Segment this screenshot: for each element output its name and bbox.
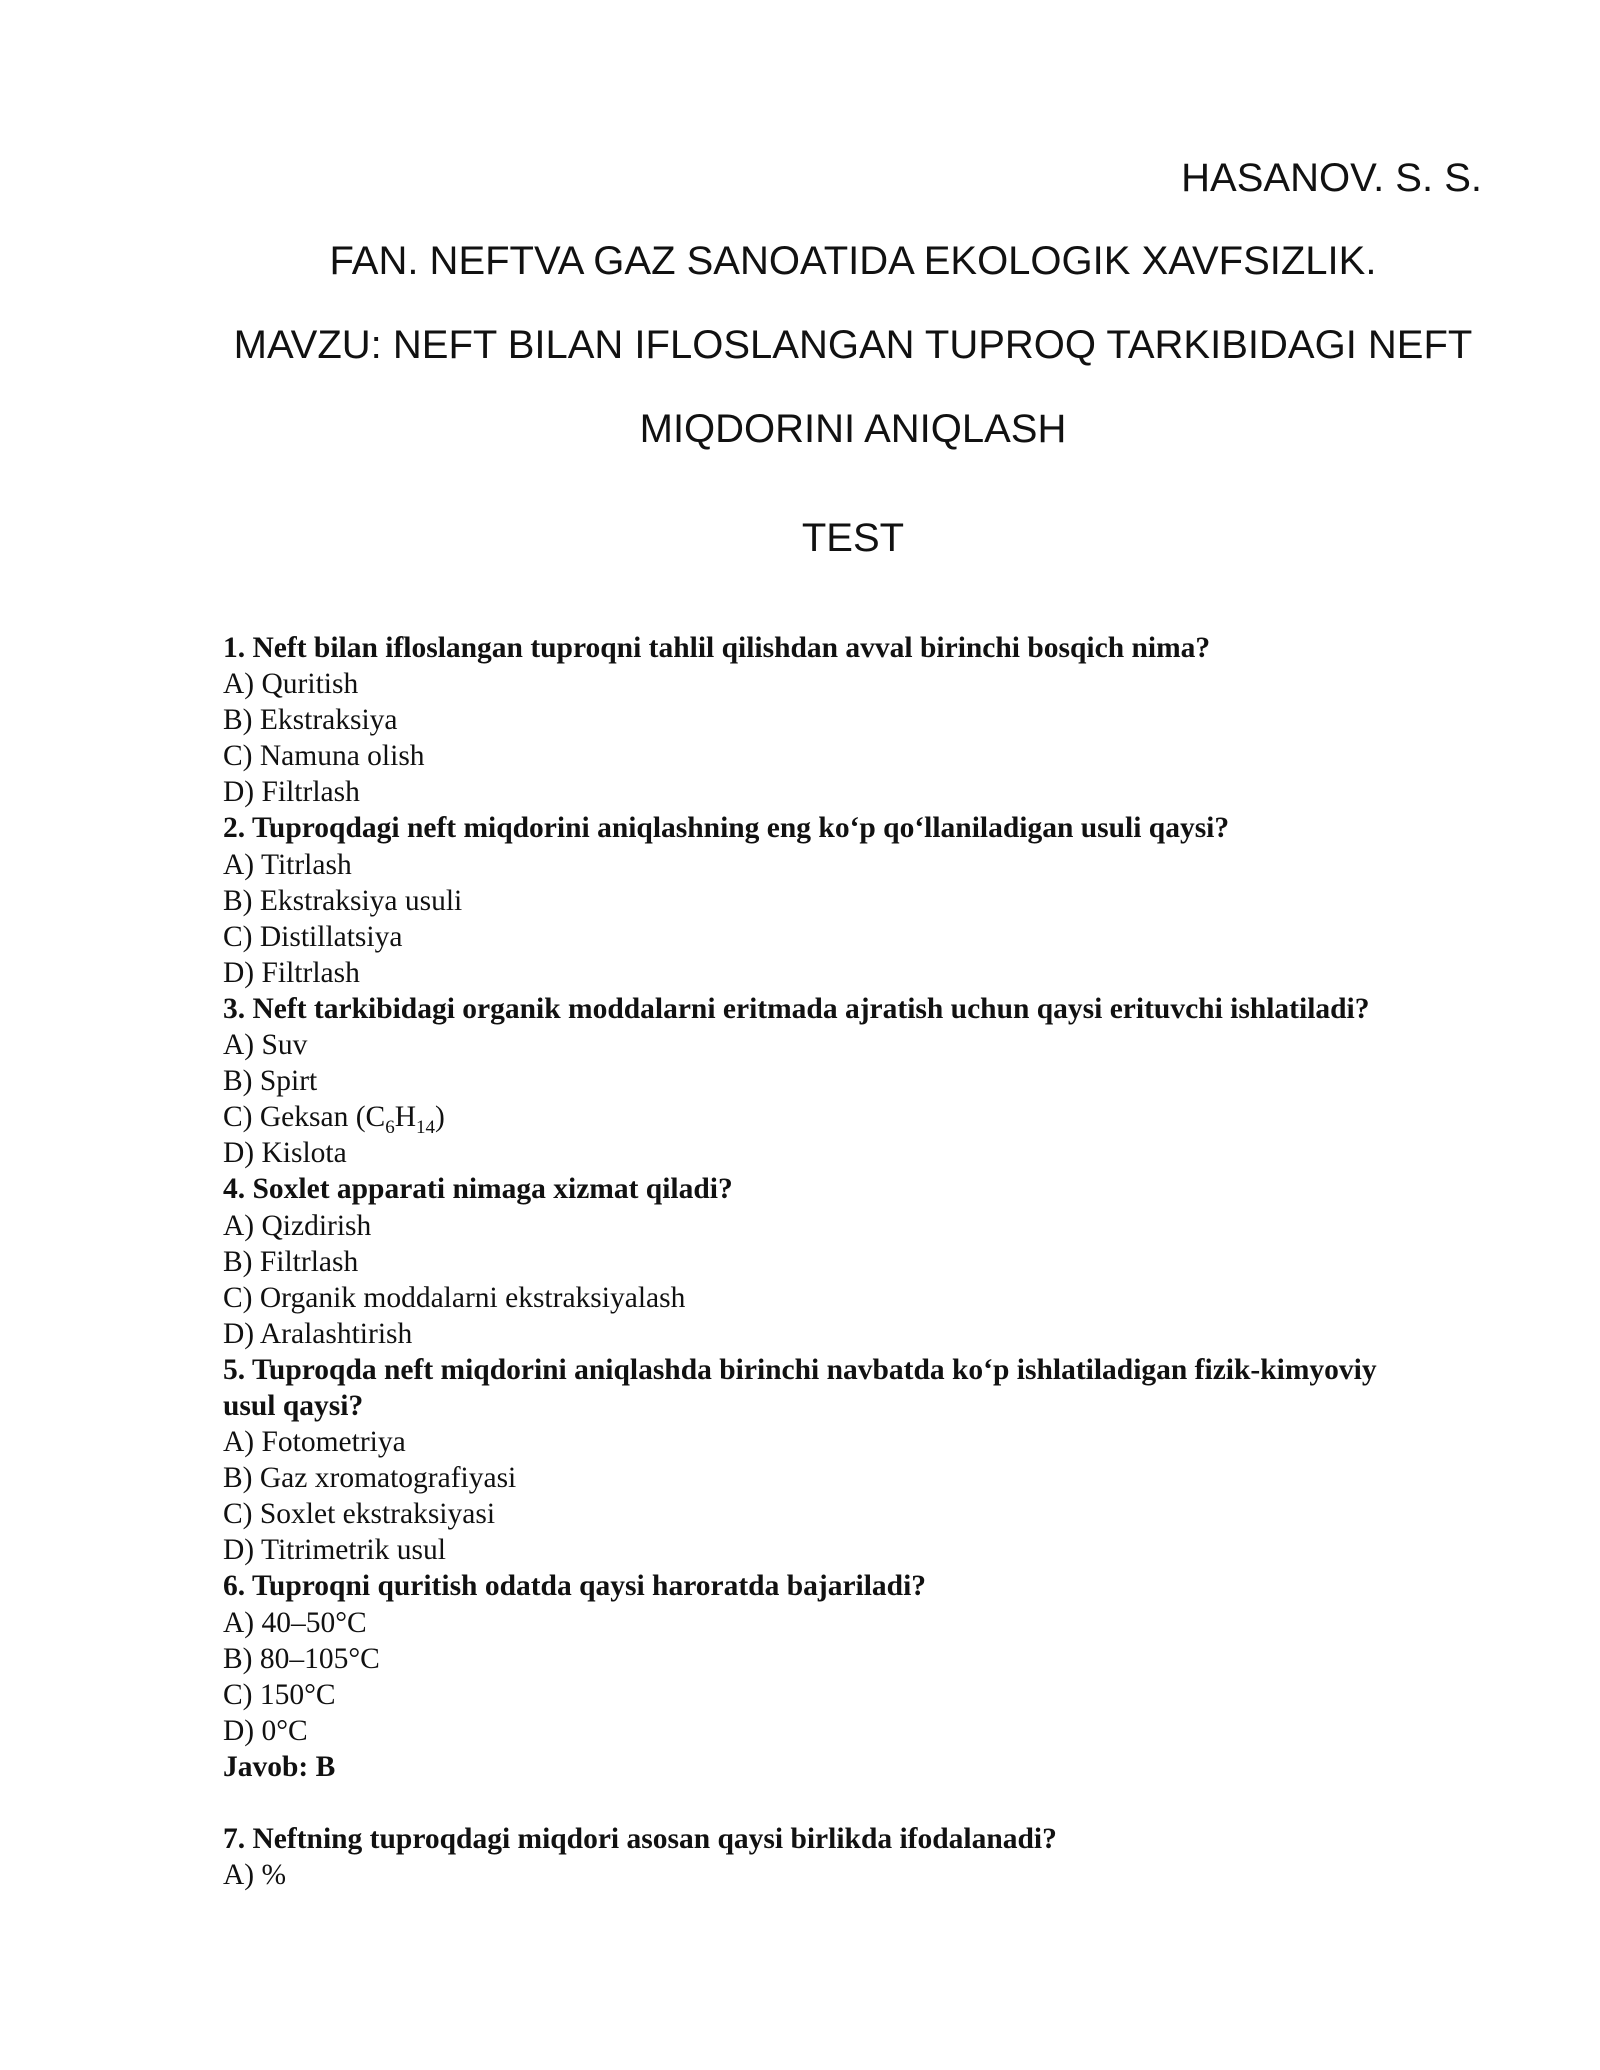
formula-close-paren: ) xyxy=(435,1101,445,1134)
question-3: 3. Neft tarkibidagi organik moddalarni eritmada ajratish uchun qaysi erituvchi ishlatiladi? xyxy=(223,992,1370,1025)
option-4a: A) Qizdirish xyxy=(223,1209,372,1242)
option-3c xyxy=(223,1099,1483,1139)
author-name: HASANOV. S. S. xyxy=(1181,156,1482,200)
topic-title-line-2: MIQDORINI ANIQLASH xyxy=(639,407,1067,451)
option-4c: C) Organik moddalarni ekstraksiyalash xyxy=(223,1281,686,1314)
option-6c: C) 150°C xyxy=(223,1678,336,1711)
formula-subscript-14: 14 xyxy=(416,1117,436,1139)
option-4d: D) Aralashtirish xyxy=(223,1317,413,1350)
test-heading: TEST xyxy=(801,516,905,560)
question-7: 7. Neftning tuproqdagi miqdori asosan qaysi birlikda ifodalanadi? xyxy=(223,1823,1057,1856)
option-6d: D) 0°C xyxy=(223,1714,308,1747)
option-2d: D) Filtrlash xyxy=(223,956,360,989)
option-1a: A) Quritish xyxy=(223,668,359,701)
topic-title-line-1: MAVZU: NEFT BILAN IFLOSLANGAN TUPROQ TARKIBIDAGI NEFT xyxy=(233,323,1473,367)
question-6: 6. Tuproqni quritish odatda qaysi haroratda bajariladi? xyxy=(223,1570,927,1603)
option-1c: C) Namuna olish xyxy=(223,740,425,773)
option-2c: C) Distillatsiya xyxy=(223,920,403,953)
option-1d: D) Filtrlash xyxy=(223,776,360,809)
option-5a: A) Fotometriya xyxy=(223,1426,406,1459)
option-3c-text: C) Geksan (C xyxy=(223,1101,386,1134)
option-3d: D) Kislota xyxy=(223,1137,347,1170)
option-3b: B) Spirt xyxy=(223,1065,318,1098)
option-5c: C) Soxlet ekstraksiyasi xyxy=(223,1498,496,1531)
option-7a: A) % xyxy=(223,1859,287,1892)
option-1b: B) Ekstraksiya xyxy=(223,704,398,737)
question-1: 1. Neft bilan ifloslangan tuproqni tahlil qilishdan avval birinchi bosqich nima? xyxy=(223,632,1211,664)
option-2b: B) Ekstraksiya usuli xyxy=(223,884,463,917)
option-2a: A) Titrlash xyxy=(223,848,352,881)
option-6b: B) 80–105°C xyxy=(223,1642,380,1675)
question-2: 2. Tuproqdagi neft miqdorini aniqlashning eng ko‘p qo‘llaniladigan usuli qaysi? xyxy=(223,812,1230,845)
question-5-line-2: usul qaysi? xyxy=(223,1389,364,1422)
question-4: 4. Soxlet apparati nimaga xizmat qiladi? xyxy=(223,1173,733,1206)
formula-h: H xyxy=(394,1101,417,1134)
option-3a: A) Suv xyxy=(223,1029,308,1062)
option-6a: A) 40–50°C xyxy=(223,1606,367,1639)
question-5-line-1: 5. Tuproqda neft miqdorini aniqlashda birinchi navbatda ko‘p ishlatiladigan fizik-kimyoviy xyxy=(223,1353,1377,1386)
subject-title: FAN. NEFTVA GAZ SANOATIDA EKOLOGIK XAVFSIZLIK. xyxy=(329,239,1377,283)
blank-line xyxy=(223,1785,1483,1821)
option-5b: B) Gaz xromatografiyasi xyxy=(223,1462,517,1495)
answer-6: Javob: B xyxy=(223,1750,336,1783)
option-5d: D) Titrimetrik usul xyxy=(223,1534,446,1567)
option-4b: B) Filtrlash xyxy=(223,1245,359,1278)
question-list xyxy=(223,630,1483,1893)
formula-subscript-6: 6 xyxy=(385,1117,395,1139)
